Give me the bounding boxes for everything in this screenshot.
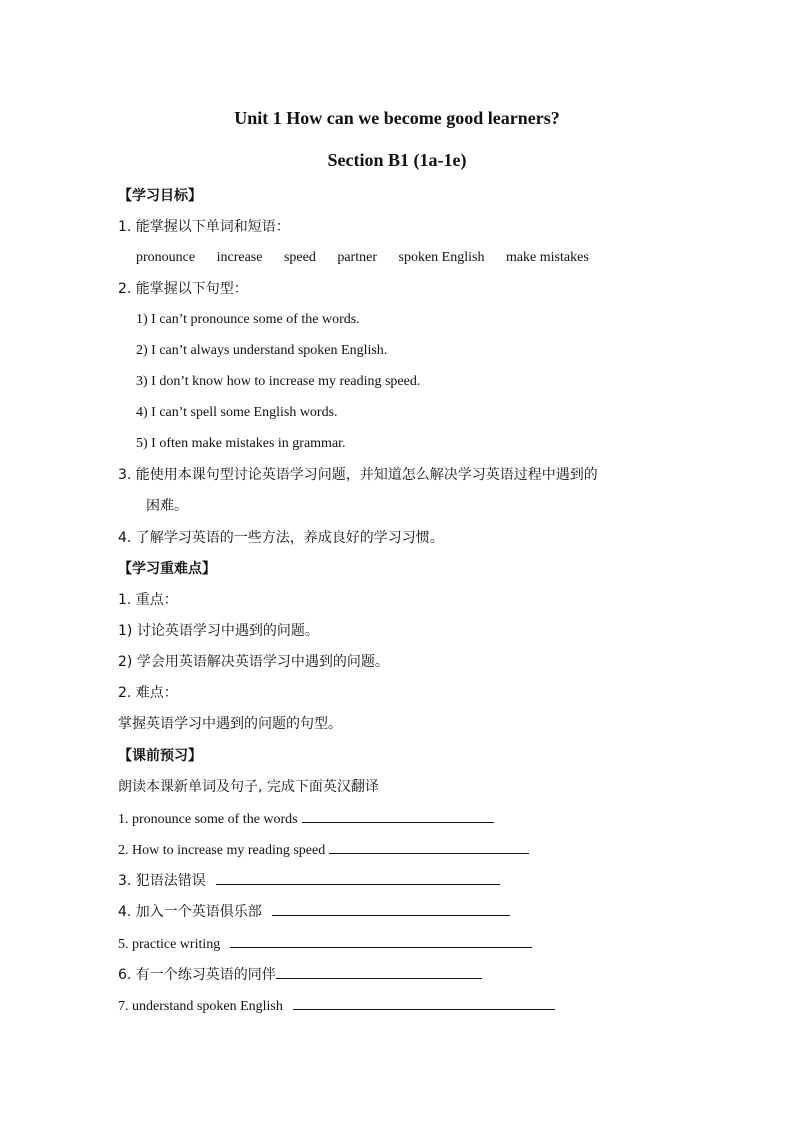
preview-heading: 【课前预习】 xyxy=(118,748,202,764)
difficulty-item: 掌握英语学习中遇到的问题的句型。 xyxy=(118,716,342,732)
translation-prompt: 7. understand spoken English xyxy=(118,999,283,1014)
translation-prompt: 5. practice writing xyxy=(118,937,221,952)
preview-instruction: 朗读本课新单词及句子, 完成下面英汉翻译 xyxy=(118,779,379,795)
objectives-heading: 【学习目标】 xyxy=(118,188,202,204)
sentence-pattern: 2) I can’t always understand spoken English. xyxy=(136,343,388,358)
answer-blank[interactable] xyxy=(230,934,532,948)
translation-item xyxy=(118,840,529,861)
translation-prompt: 2. How to increase my reading speed xyxy=(118,843,326,858)
objective-item-4: 4. 了解学习英语的一些方法，养成良好的学习习惯。 xyxy=(118,530,444,546)
translation-prompt: 6. 有一个练习英语的同伴 xyxy=(118,967,276,983)
answer-blank[interactable] xyxy=(302,809,494,823)
objective-item-2: 2. 能掌握以下句型： xyxy=(118,281,248,297)
focus-item: 2) 学会用英语解决英语学习中遇到的问题。 xyxy=(118,654,389,670)
translation-item xyxy=(118,965,482,985)
translation-prompt: 4. 加入一个英语俱乐部 xyxy=(118,904,262,920)
answer-blank[interactable] xyxy=(329,840,529,854)
objective-item-3-continued: 困难。 xyxy=(146,498,188,514)
sentence-pattern: 3) I don’t know how to increase my reading speed. xyxy=(136,374,421,389)
focus-label: 1. 重点： xyxy=(118,592,178,608)
sentence-pattern: 5) I often make mistakes in grammar. xyxy=(136,436,346,451)
vocab-word: partner xyxy=(337,250,377,265)
difficulty-label: 2. 难点： xyxy=(118,685,178,701)
objective-item-3: 3. 能使用本课句型讨论英语学习问题，并知道怎么解决学习英语过程中遇到的 xyxy=(118,467,598,483)
vocab-word: make mistakes xyxy=(505,250,589,265)
vocab-word: spoken English xyxy=(398,250,485,265)
vocab-word: pronounce xyxy=(136,250,196,265)
answer-blank[interactable] xyxy=(276,965,482,979)
vocab-word: speed xyxy=(283,250,316,265)
answer-blank[interactable] xyxy=(216,871,500,885)
translation-item xyxy=(118,934,532,955)
vocab-list xyxy=(136,248,607,268)
page-title: Unit 1 How can we become good learners? xyxy=(234,108,560,128)
sentence-pattern: 1) I can’t pronounce some of the words. xyxy=(136,312,360,327)
focus-item: 1) 讨论英语学习中遇到的问题。 xyxy=(118,623,319,639)
translation-prompt: 3. 犯语法错误 xyxy=(118,873,206,889)
translation-item xyxy=(118,902,510,922)
translation-item xyxy=(118,871,500,891)
translation-item xyxy=(118,996,555,1017)
section-subtitle: Section B1 (1a-1e) xyxy=(327,150,467,170)
objective-item-1: 1. 能掌握以下单词和短语： xyxy=(118,219,290,235)
answer-blank[interactable] xyxy=(272,902,510,916)
sentence-pattern: 4) I can’t spell some English words. xyxy=(136,405,338,420)
vocab-word: increase xyxy=(216,250,263,265)
translation-item xyxy=(118,809,494,830)
translation-prompt: 1. pronounce some of the words xyxy=(118,812,298,827)
answer-blank[interactable] xyxy=(293,996,555,1010)
key-points-heading: 【学习重难点】 xyxy=(118,561,216,577)
